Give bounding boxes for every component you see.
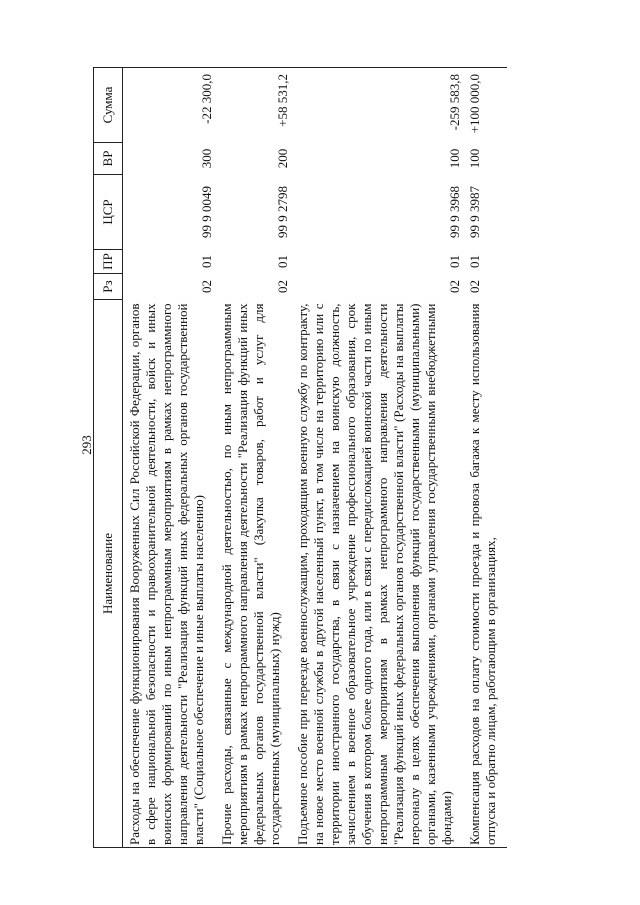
row-sum: +100 000,0	[463, 68, 507, 143]
table-row	[291, 68, 463, 848]
row-name: Прочие расходы, связанные с международной деятельностью, по иным непрограммным мероприятиям в рамках непрограммного направления деятельности "Реализация функций иных федеральных органов государственной власти" (Закупка товаров, работ и услуг для государственных (муниципальных) нужд)	[215, 300, 291, 848]
row-rz: 02	[199, 280, 214, 293]
row-rz: 02	[447, 280, 462, 293]
table-row	[123, 68, 216, 848]
row-vr: 300	[199, 148, 214, 169]
row-csr: 99 9 0049	[199, 186, 214, 238]
row-name: Подъемное пособие при переезде военнослужащим, проходящим военную службу по контракту, на новое место военной службы в другой населенный пункт, в том числе на территорию или с территории иностранного государства, в связи с назначением на воинскую должность, зачислением в военное образовательное учреждение профессионального образования, срок обучения в котором более одного года, или в связи с передислокацией воинской части по иным непрограммным мероприятиям в рамках непрограммного направления деятельности "Реализация функций иных федеральных органов государственной власти" (Расходы на выплаты персоналу в целях обеспечения выполнения функций государственными (муниципальными) органами, казенными учреждениями, органами управления государственными внебюджетными фондами)	[291, 300, 463, 848]
row-pr: 01	[199, 255, 214, 268]
budget-table-wrapper	[93, 68, 625, 848]
header-vr: ВР	[94, 143, 123, 175]
row-vr: 100	[447, 148, 462, 169]
row-rz: 02	[467, 280, 482, 293]
row-sum: -259 583,8	[291, 68, 463, 143]
row-vr: 200	[275, 148, 290, 169]
table-row	[215, 68, 291, 848]
header-sum: Сумма	[94, 68, 123, 143]
row-csr: 99 9 3987	[467, 186, 482, 238]
row-csr: 99 9 2798	[275, 186, 290, 238]
header-pr: ПР	[94, 250, 123, 274]
row-sum: +58 531,2	[215, 68, 291, 143]
row-sum: -22 300,0	[123, 68, 216, 143]
row-vr: 100	[467, 148, 482, 169]
header-csr: ЦСР	[94, 175, 123, 250]
header-rz: Рз	[94, 274, 123, 300]
header-name: Наименование	[94, 300, 123, 848]
table-header-row	[94, 68, 123, 848]
row-pr: 01	[467, 255, 482, 268]
rotated-page	[93, 68, 625, 848]
row-rz: 02	[275, 280, 290, 293]
row-name: Компенсация расходов на оплату стоимости проезда и провоза багажа к месту использования отпуска и обратно лицам, работающим в организациях,	[463, 300, 507, 848]
budget-table	[93, 67, 507, 848]
table-row	[463, 68, 507, 848]
row-csr: 99 9 3968	[447, 186, 462, 238]
row-pr: 01	[275, 255, 290, 268]
page-number: 293	[79, 435, 94, 455]
row-name: Расходы на обеспечение функционирования Вооруженных Сил Российской Федерации, органов в сфере национальной безопасности и правоохранительной деятельности, войск и иных воинских формирований по иным непрограммным мероприятиям в рамках непрограммного направления деятельности "Реализация функций иных федеральных органов государственной власти" (Социальное обеспечение и иные выплаты населению)	[123, 300, 216, 848]
row-pr: 01	[447, 255, 462, 268]
